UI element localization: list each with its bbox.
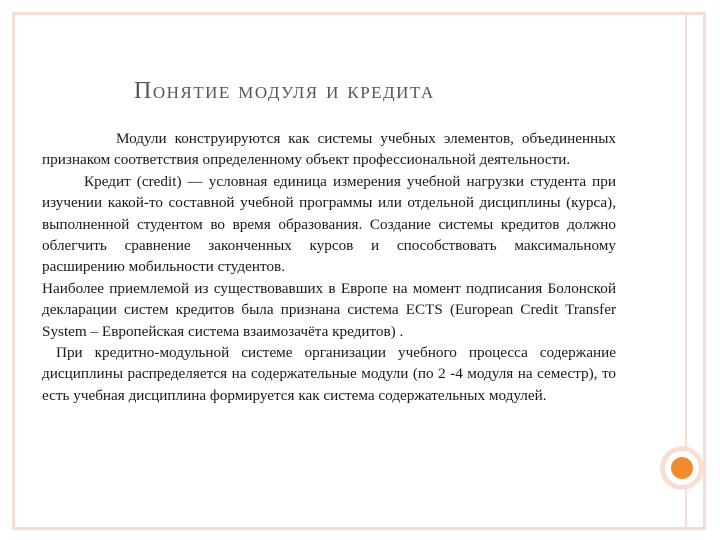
paragraph-modules: Модули конструируются как системы учебных элементов, объединенных признаком соответствия определенному объект профессиональной деятельности. bbox=[42, 130, 616, 169]
decorative-circle-icon bbox=[660, 446, 704, 490]
decorative-circle-dot bbox=[671, 457, 693, 479]
slide-body bbox=[42, 128, 616, 406]
slide-title: Понятие модуля и кредита bbox=[134, 78, 435, 104]
paragraph-credit: Кредит (credit) — условная единица измерения учебной нагрузки студента при изучении какой-то составной учебной программы или отдельной дисциплины (курса), выполненной студентом во время образования. Создание системы кредитов должно облегчить сравнение законченных курсов и способствовать максимальному расширению мобильности студентов. bbox=[42, 172, 616, 276]
paragraph-credit-module-system: При кредитно-модульной системе организации учебного процесса содержание дисциплины распределяется на содержательные модули (по 2 -4 модуля на семестр), то есть учебная дисциплина формируется как система содержательных модулей. bbox=[42, 344, 616, 404]
paragraph-ects: Наиболее приемлемой из существовавших в Европе на момент подписания Болонской декларации систем кредитов была признана система ECTS (European Credit Transfer System – Европейская система взаимозачёта кредитов) . bbox=[42, 279, 616, 340]
